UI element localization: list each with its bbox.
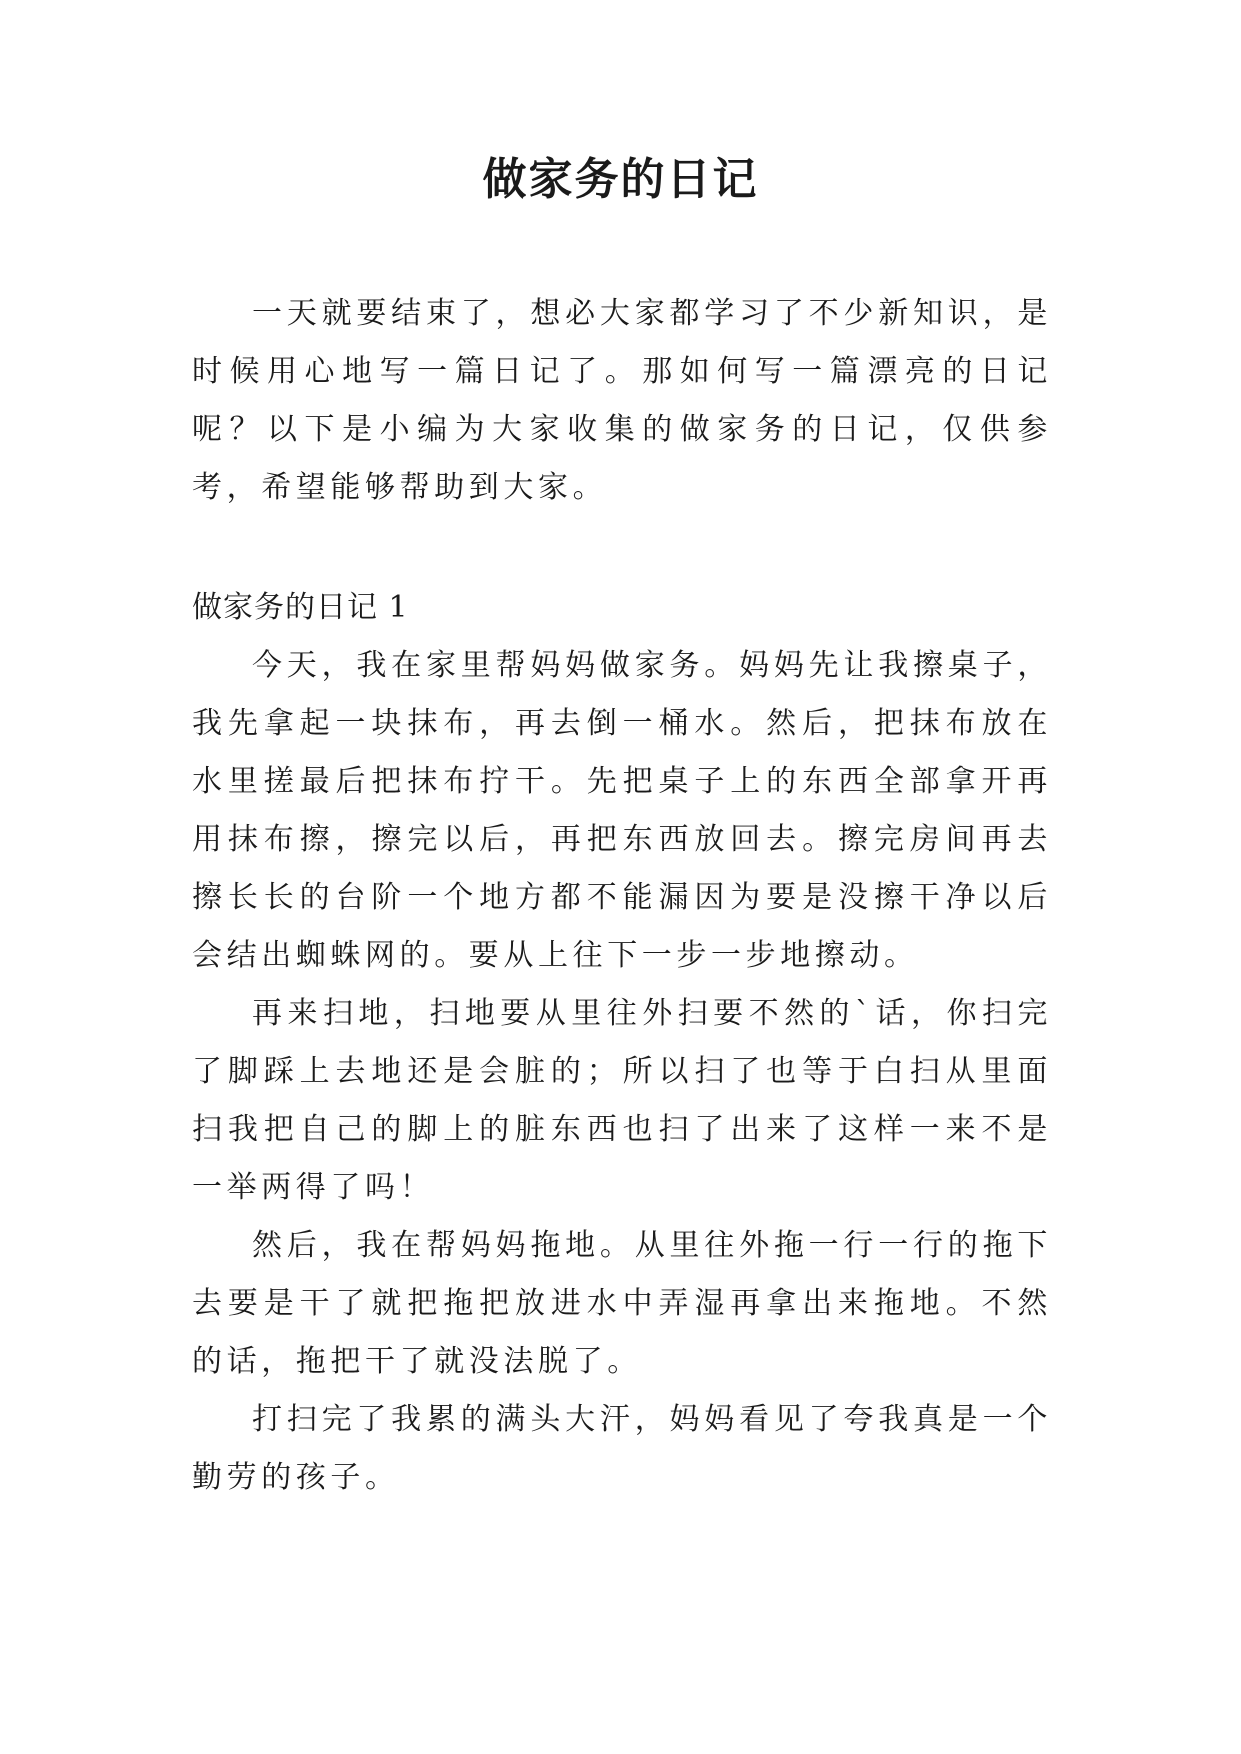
diary-paragraph-4: 打扫完了我累的满头大汗，妈妈看见了夸我真是一个勤劳的孩子。 bbox=[192, 1402, 1052, 1495]
diary-paragraph-3: 然后，我在帮妈妈拖地。从里往外拖一行一行的拖下去要是干了就把拖把放进水中弄湿再拿出来拖地。不然的话，拖把干了就没法脱了。 bbox=[192, 1228, 1052, 1379]
intro-paragraph: 一天就要结束了，想必大家都学习了不少新知识，是时候用心地写一篇日记了。那如何写一篇漂亮的日记呢？以下是小编为大家收集的做家务的日记，仅供参考，希望能够帮助到大家。 bbox=[192, 296, 1052, 505]
intro-section bbox=[192, 285, 1052, 517]
diary-body bbox=[192, 637, 1052, 1507]
diary-paragraph-1: 今天，我在家里帮妈妈做家务。妈妈先让我擦桌子，我先拿起一块抹布，再去倒一桶水。然后，把抹布放在水里搓最后把抹布拧干。先把桌子上的东西全部拿开再用抹布擦，擦完以后，再把东西放回去。擦完房间再去擦长长的台阶一个地方都不能漏因为要是没擦干净以后会结出蜘蛛网的。要从上往下一步一步地擦动。 bbox=[192, 648, 1052, 973]
diary-paragraph-2: 再来扫地，扫地要从里往外扫要不然的`话，你扫完了脚踩上去地还是会脏的；所以扫了也等于白扫从里面扫我把自己的脚上的脏东西也扫了出来了这样一来不是一举两得了吗！ bbox=[192, 996, 1052, 1205]
document-title: 做家务的日记 bbox=[482, 154, 759, 205]
section-heading: 做家务的日记 1 bbox=[192, 590, 409, 625]
